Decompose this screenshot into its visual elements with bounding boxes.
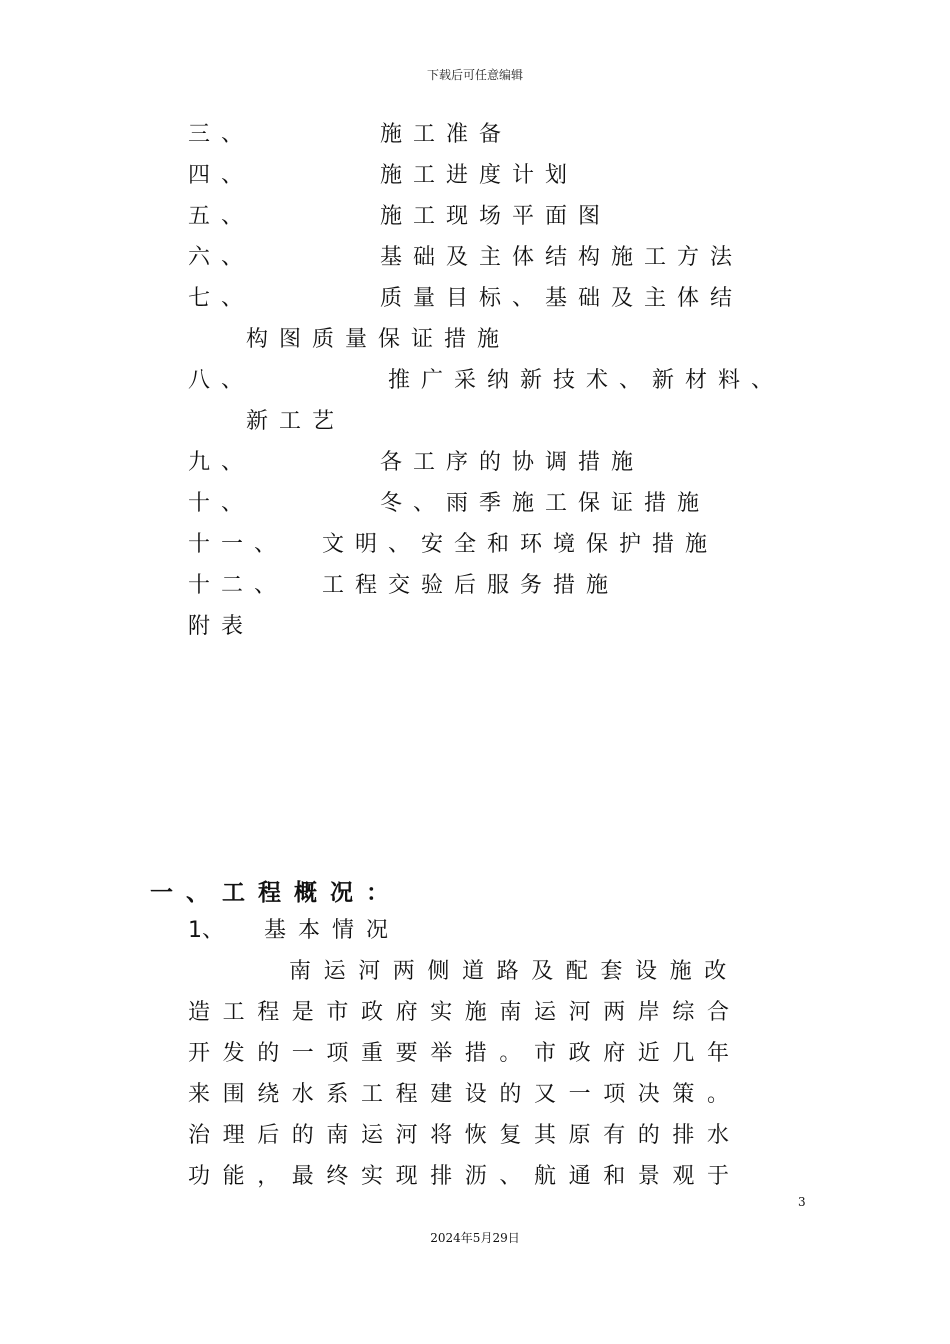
toc-title-6: 基础及主体结构施工方法 xyxy=(380,245,744,270)
toc-num-11: 十一、 xyxy=(188,532,288,557)
body-line-4: 来围绕水系工程建设的又一项决策。 xyxy=(188,1082,742,1107)
toc-title-10: 冬、雨季施工保证措施 xyxy=(380,491,711,516)
toc-title-3: 施工准备 xyxy=(380,122,513,147)
toc-title-9: 各工序的协调措施 xyxy=(380,450,645,475)
subsection-title: 基本情况 xyxy=(264,918,401,943)
toc-num-6: 六、 xyxy=(188,245,255,270)
toc-num-5: 五、 xyxy=(188,204,255,229)
body-line-1: 南运河两侧道路及配套设施改 xyxy=(289,959,739,984)
toc-title-4: 施工进度计划 xyxy=(380,163,579,188)
body-line-3: 开发的一项重要举措。市政府近几年 xyxy=(188,1041,742,1066)
toc-title-5: 施工现场平面图 xyxy=(380,204,612,229)
toc-appendix: 附表 xyxy=(188,614,255,639)
toc-num-10: 十、 xyxy=(188,491,255,516)
toc-title-7-cont: 构图质量保证措施 xyxy=(246,327,511,352)
page-footer-date: 2024年5月29日 xyxy=(430,1231,520,1245)
toc-title-8-cont: 新工艺 xyxy=(246,409,346,434)
body-line-5: 治理后的南运河将恢复其原有的排水 xyxy=(188,1123,742,1148)
toc-title-8: 推广采纳新技术、新材料、 xyxy=(388,368,785,393)
toc-num-9: 九、 xyxy=(188,450,255,475)
page-header: 下载后可任意编辑 xyxy=(426,68,523,82)
toc-num-12: 十二、 xyxy=(188,573,288,598)
body-line-2: 造工程是市政府实施南运河两岸综合 xyxy=(188,1000,742,1025)
toc-num-3: 三、 xyxy=(188,122,255,147)
section-heading: 一、工程概况： xyxy=(150,880,402,906)
page-number: 3 xyxy=(798,1195,806,1209)
subsection-number: 1、 xyxy=(188,918,224,943)
toc-num-4: 四、 xyxy=(188,163,255,188)
toc-title-7: 质量目标、基础及主体结 xyxy=(380,286,744,311)
toc-title-11: 文明、安全和环境保护措施 xyxy=(322,532,719,557)
body-line-6: 功能，最终实现排沥、航通和景观于 xyxy=(188,1164,742,1189)
toc-num-8: 八、 xyxy=(188,368,255,393)
toc-num-7: 七、 xyxy=(188,286,255,311)
toc-title-12: 工程交验后服务措施 xyxy=(322,573,620,598)
